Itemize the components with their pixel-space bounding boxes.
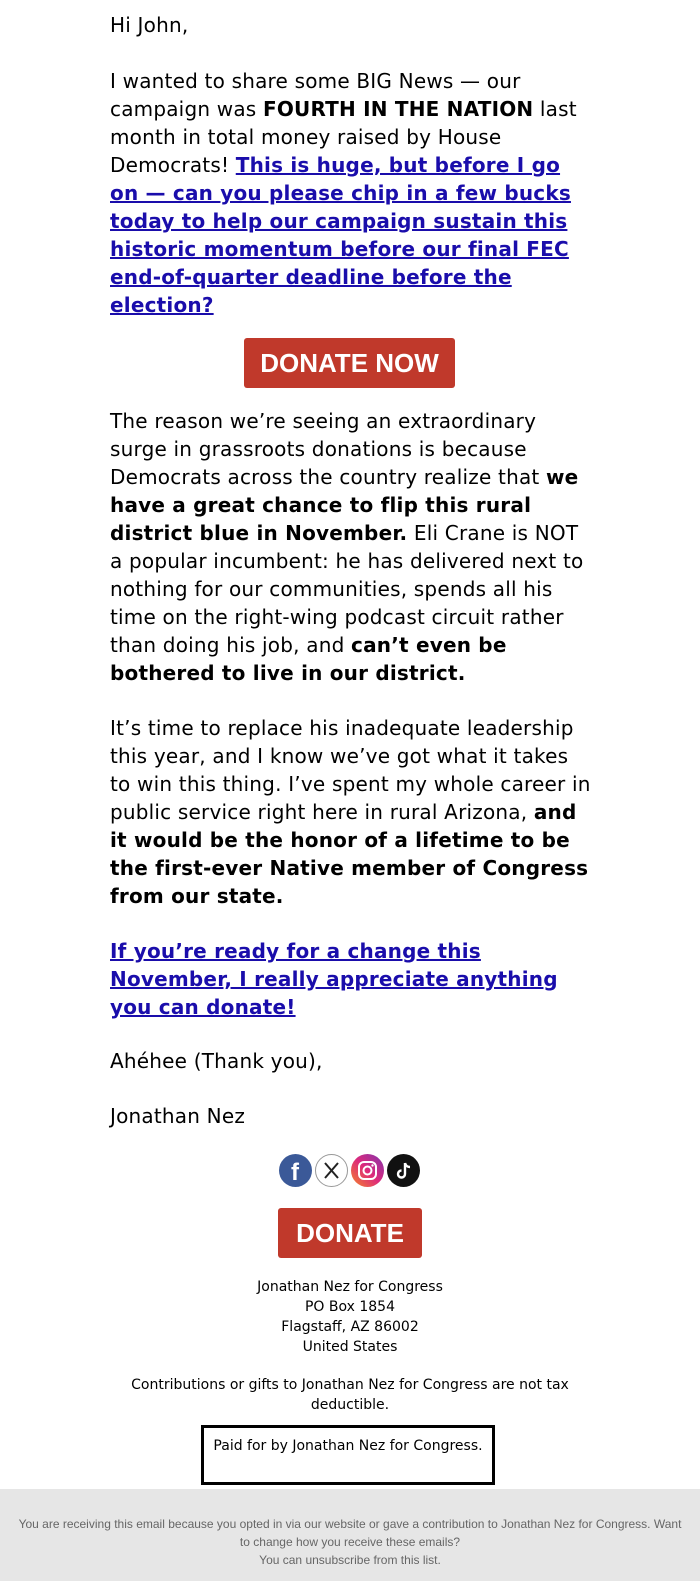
paragraph-cta — [110, 937, 592, 1021]
reason-text: The reason we’re seeing an extraordinary surge in grassroots donations is because Democrats across the country realize that — [110, 409, 546, 489]
facebook-icon[interactable] — [279, 1154, 312, 1187]
donate-appeal-link[interactable]: If you’re ready for a change this November, I really appreciate anything you can donate! — [110, 939, 558, 1019]
paid-for-box: Paid for by Jonathan Nez for Congress. — [201, 1425, 495, 1485]
leadership-text: It’s time to replace his inadequate leadership this year, and I know we’ve got what it takes to win this thing. I’ve spent my whole career in public service right here in rural Arizona, — [110, 716, 591, 824]
chip-in-link[interactable]: This is huge, but before I go on — can you please chip in a few bucks today to help our campaign sustain this historic momentum before our final FEC end-of-quarter deadline before the election? — [110, 153, 571, 317]
intro-text-2: last month in total money raised by House Democrats! — [110, 97, 577, 177]
signature: Jonathan Nez — [110, 1104, 246, 1128]
donate-button[interactable]: DONATE — [278, 1208, 422, 1258]
reason-bold-2: can’t even be bothered to live in our district. — [110, 633, 507, 685]
paragraph-reason — [110, 407, 592, 687]
paragraph-leadership — [110, 714, 592, 910]
greeting: Hi John, — [110, 13, 189, 37]
instagram-icon[interactable] — [351, 1154, 384, 1187]
leadership-bold: and it would be the honor of a lifetime to be the first-ever Native member of Congress from our state. — [110, 800, 589, 908]
intro-bold: FOURTH IN THE NATION — [262, 97, 534, 121]
org-name: Jonathan Nez for Congress — [257, 1279, 443, 1295]
reason-bold: we have a great chance to flip this rural district blue in November. — [110, 465, 579, 545]
unsubscribe-text[interactable]: You can unsubscribe from this list. — [259, 1553, 441, 1567]
intro-text: I wanted to share some BIG News — our campaign was — [110, 69, 521, 121]
svg-text:f: f — [291, 1159, 299, 1186]
tax-disclaimer: Contributions or gifts to Jonathan Nez for Congress are not tax deductible. — [131, 1377, 569, 1413]
x-icon[interactable] — [315, 1154, 348, 1187]
tiktok-icon[interactable] — [387, 1154, 420, 1187]
donate-now-button[interactable]: DONATE NOW — [244, 338, 455, 388]
footer-notice: You are receiving this email because you opted in via our website or gave a contribution to Jonathan Nez for Congress. Want to change how you receive these emails? — [18, 1517, 682, 1549]
reason-text-2: Eli Crane is NOT a popular incumbent: he has delivered next to nothing for our communities, spends all his time on the right-wing podcast circuit rather than doing his job, and — [110, 521, 584, 657]
paragraph-intro — [110, 67, 592, 319]
address-line2: Flagstaff, AZ 86002 — [281, 1319, 419, 1335]
address-country: United States — [302, 1339, 398, 1355]
email-footer — [0, 1489, 700, 1581]
social-links — [279, 1154, 423, 1188]
mailing-address — [150, 1277, 550, 1357]
address-line1: PO Box 1854 — [304, 1299, 395, 1315]
closing: Ahéhee (Thank you), — [110, 1049, 323, 1073]
